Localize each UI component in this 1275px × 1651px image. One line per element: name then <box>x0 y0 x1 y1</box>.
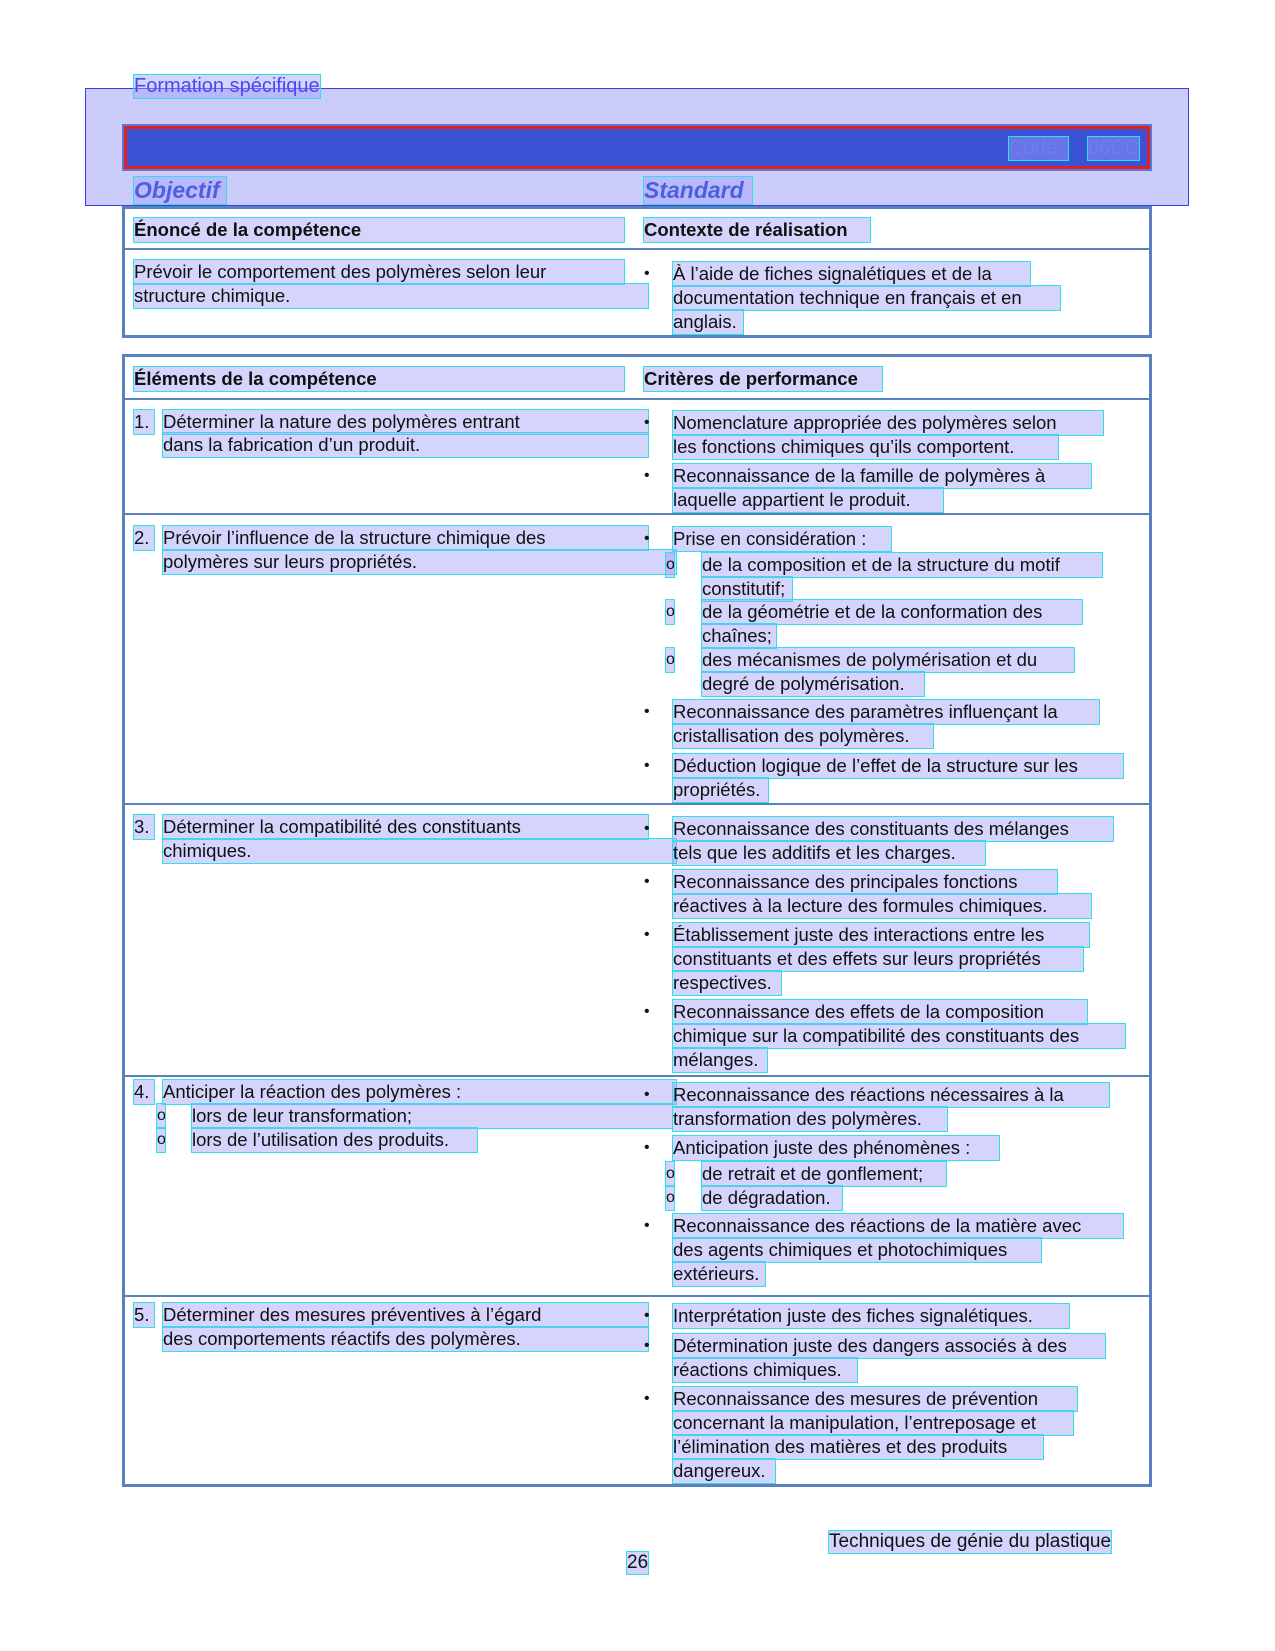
bullet-icon: • <box>644 1217 650 1234</box>
criterion-line: Interprétation juste des fiches signalétiques. <box>673 1304 1069 1328</box>
bullet-icon: • <box>644 1390 650 1407</box>
bullet-icon: • <box>644 414 650 431</box>
bullet-icon: • <box>644 926 650 943</box>
element-line: Déterminer la nature des polymères entrant <box>163 410 648 434</box>
criterion-line: l’élimination des matières et des produits <box>673 1435 1043 1459</box>
bullet-icon: • <box>644 1003 650 1020</box>
element-number: 2. <box>134 526 154 550</box>
criterion-line: Prise en considération : <box>673 527 891 551</box>
element-line: Anticiper la réaction des polymères : <box>163 1080 676 1104</box>
section-title: Formation spécifique <box>134 75 320 97</box>
col-header-competence: Énoncé de la compétence <box>134 218 624 242</box>
footer-program-name: Techniques de génie du plastique <box>829 1531 1112 1552</box>
sub-criterion-line: de la géométrie et de la conformation des <box>702 600 1082 624</box>
table-divider <box>122 398 1152 400</box>
col-header-elements: Éléments de la compétence <box>134 367 624 391</box>
criterion-line: Déduction logique de l’effet de la structure sur les <box>673 754 1123 778</box>
criterion-line: cristallisation des polymères. <box>673 724 933 748</box>
criterion-line: propriétés. <box>673 778 768 802</box>
context-line: À l’aide de fiches signalétiques et de la <box>673 262 1030 286</box>
bullet-icon: • <box>644 820 650 837</box>
code-label: Code : <box>1009 137 1068 159</box>
standard-label: Standard <box>644 177 752 204</box>
bullet-icon: • <box>644 467 650 484</box>
table-divider <box>122 248 1152 250</box>
table-divider <box>122 803 1152 805</box>
sub-criterion-line: des mécanismes de polymérisation et du <box>702 648 1074 672</box>
table-divider <box>122 513 1152 515</box>
criterion-line: chimique sur la compatibilité des constituants des <box>673 1024 1125 1048</box>
element-line: Prévoir l’influence de la structure chimique des <box>163 526 648 550</box>
table-divider <box>122 1075 1152 1077</box>
sub-criterion-line: constitutif; <box>702 577 792 601</box>
bullet-icon: • <box>644 530 650 547</box>
code-value: 06CC <box>1088 137 1140 159</box>
sub-criterion-line: de la composition et de la structure du motif <box>702 553 1102 577</box>
bullet-icon: • <box>644 757 650 774</box>
sub-criterion-line: de retrait et de gonflement; <box>702 1162 946 1186</box>
criterion-line: Détermination juste des dangers associés à des <box>673 1334 1105 1358</box>
bullet-icon: • <box>644 1139 650 1156</box>
element-number: 4. <box>134 1080 154 1104</box>
criterion-line: Nomenclature appropriée des polymères selon <box>673 411 1103 435</box>
element-line: chimiques. <box>163 839 676 863</box>
bullet-icon: • <box>644 1337 650 1354</box>
criterion-line: Reconnaissance des réactions de la matière avec <box>673 1214 1123 1238</box>
sub-bullet-icon: o <box>666 1162 674 1186</box>
context-line: anglais. <box>673 310 743 334</box>
sub-criterion-line: chaînes; <box>702 624 776 648</box>
criterion-line: Anticipation juste des phénomènes : <box>673 1136 999 1160</box>
element-number: 5. <box>134 1303 154 1327</box>
element-line: des comportements réactifs des polymères. <box>163 1327 648 1351</box>
bullet-icon: • <box>644 1307 650 1324</box>
criterion-line: tels que les additifs et les charges. <box>673 841 985 865</box>
element-line: Déterminer la compatibilité des constituants <box>163 815 648 839</box>
element-line: polymères sur leurs propriétés. <box>163 550 676 574</box>
criterion-line: constituants et des effets sur leurs propriétés <box>673 947 1083 971</box>
criterion-line: Établissement juste des interactions entre les <box>673 923 1089 947</box>
criterion-line: dangereux. <box>673 1459 775 1483</box>
bullet-icon: • <box>644 873 650 890</box>
sub-bullet-icon: o <box>666 648 674 672</box>
criterion-line: réactives à la lecture des formules chimiques. <box>673 894 1091 918</box>
code-bar <box>124 126 1150 169</box>
col-header-context: Contexte de réalisation <box>644 218 870 242</box>
bullet-icon: • <box>644 1086 650 1103</box>
criterion-line: réactions chimiques. <box>673 1358 857 1382</box>
criterion-line: Reconnaissance des effets de la composition <box>673 1000 1087 1024</box>
criterion-line: Reconnaissance des mesures de prévention <box>673 1387 1077 1411</box>
sub-bullet-icon: o <box>666 1186 674 1210</box>
competence-line: structure chimique. <box>134 284 648 308</box>
bullet-icon: • <box>644 703 650 720</box>
criterion-line: des agents chimiques et photochimiques <box>673 1238 1041 1262</box>
sub-bullet-icon: o <box>666 600 674 624</box>
criterion-line: les fonctions chimiques qu’ils comportent. <box>673 435 1058 459</box>
criterion-line: Reconnaissance des principales fonctions <box>673 870 1057 894</box>
criterion-line: Reconnaissance de la famille de polymères à <box>673 464 1091 488</box>
bullet-icon: • <box>644 265 650 282</box>
sub-bullet-icon: o <box>157 1104 165 1128</box>
criterion-line: Reconnaissance des réactions nécessaires à la <box>673 1083 1109 1107</box>
criterion-line: Reconnaissance des constituants des mélanges <box>673 817 1113 841</box>
element-line: Déterminer des mesures préventives à l’égard <box>163 1303 648 1327</box>
sub-bullet-icon: o <box>157 1128 165 1152</box>
element-number: 3. <box>134 815 154 839</box>
page-number: 26 <box>627 1552 649 1573</box>
competence-line: Prévoir le comportement des polymères selon leur <box>134 260 624 284</box>
criterion-line: concernant la manipulation, l’entreposage et <box>673 1411 1073 1435</box>
element-sub-line: lors de l’utilisation des produits. <box>192 1128 477 1152</box>
element-number: 1. <box>134 410 154 434</box>
criterion-line: Reconnaissance des paramètres influençant la <box>673 700 1099 724</box>
criterion-line: respectives. <box>673 971 781 995</box>
element-line: dans la fabrication d’un produit. <box>163 433 648 457</box>
context-line: documentation technique en français et en <box>673 286 1060 310</box>
criterion-line: transformation des polymères. <box>673 1107 947 1131</box>
element-sub-line: lors de leur transformation; <box>192 1104 672 1128</box>
table-divider <box>122 1295 1152 1297</box>
criterion-line: mélanges. <box>673 1048 767 1072</box>
criterion-line: laquelle appartient le produit. <box>673 488 943 512</box>
criterion-line: extérieurs. <box>673 1262 765 1286</box>
sub-criterion-line: de dégradation. <box>702 1186 842 1210</box>
col-header-criteria: Critères de performance <box>644 367 882 391</box>
objectif-label: Objectif <box>134 177 226 204</box>
sub-bullet-icon: o <box>666 553 674 577</box>
sub-criterion-line: degré de polymérisation. <box>702 672 924 696</box>
